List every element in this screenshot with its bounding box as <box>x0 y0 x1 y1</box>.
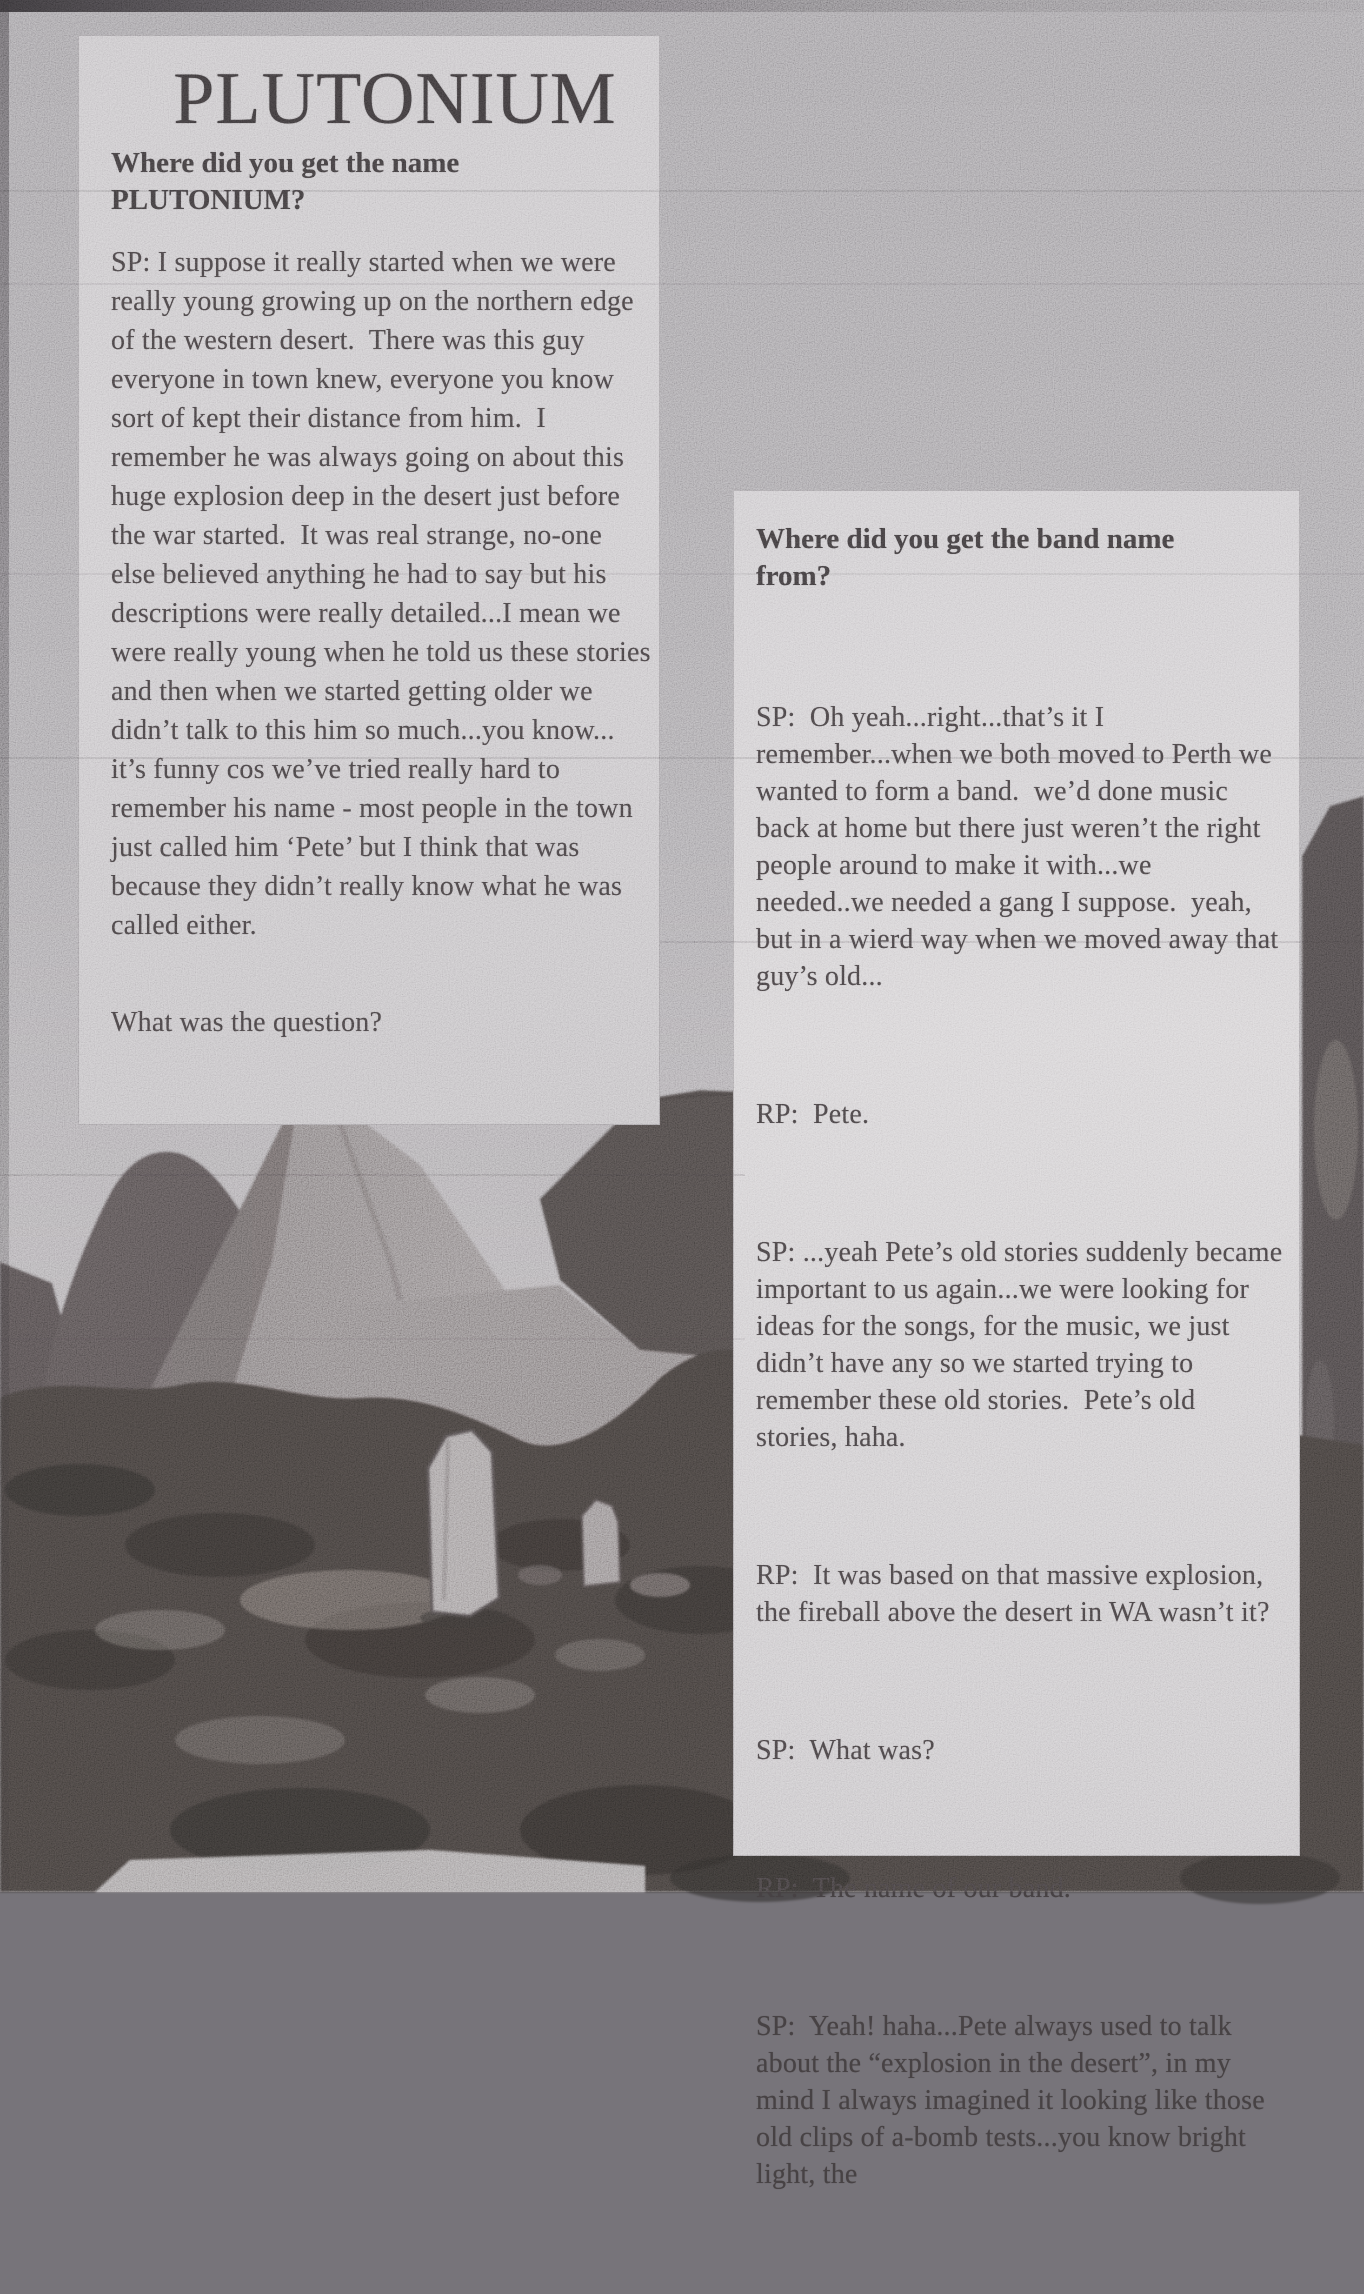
clearing-patch <box>95 1610 225 1650</box>
boulder <box>518 1565 562 1585</box>
right-text-clipping <box>733 490 1300 2190</box>
pillar-highlight <box>1314 1040 1358 1220</box>
page-title: PLUTONIUM <box>173 58 617 140</box>
left-question-heading: Where did you get the name PLUTONIUM? <box>111 147 467 216</box>
vegetation-clump <box>5 1464 155 1516</box>
clearing-patch <box>175 1716 345 1764</box>
dialogue-paragraph: SP: What was? <box>756 1735 935 1766</box>
dialogue-paragraph: SP: Oh yeah...right...that’s it I remember...when we both moved to Perth we wanted to form a band. we’d done music back at home but there just weren’t the right people around to make it with...we needed..we needed a gang I suppose. yeah, but in a wierd way when we moved away that guy’s old... <box>756 702 1286 992</box>
dialogue-paragraph: RP: It was based on that massive explosion, the fireball above the desert in WA wasn’t it? <box>756 1560 1271 1628</box>
left-text-clipping <box>78 35 660 1125</box>
clearing-patch <box>425 1677 535 1713</box>
boulder <box>630 1573 690 1597</box>
dialogue-paragraph: RP: The name of our band. <box>756 1873 1071 1904</box>
vegetation-clump <box>125 1513 315 1577</box>
clearing-patch <box>555 1639 645 1671</box>
dialogue-paragraph: RP: Pete. <box>756 1099 870 1130</box>
left-closing-line: What was the question? <box>111 1007 383 1038</box>
interview-dialogue <box>756 635 1290 2294</box>
standing-stone <box>428 1430 499 1616</box>
right-question-heading: Where did you get the band name from? <box>756 523 1182 592</box>
dialogue-paragraph: SP: Yeah! haha...Pete always used to talk about the “explosion in the desert”, in my mind I always imagined it looking like those old clips of a-bomb tests...you know bright light, the <box>756 2011 1273 2190</box>
dialogue-paragraph: SP: ...yeah Pete’s old stories suddenly became important to us again...we were looking for ideas for the songs, for the music, we just didn’t have any so we started trying to remember these old stories. Pete’s old stories, haha. <box>756 1237 1290 1453</box>
left-answer-text: SP: I suppose it really started when we were really young growing up on the northern edge of the western desert. There was this guy everyone in town knew, everyone you know sort of kept their distance from him. I remember he was always going on about this huge explosion deep in the desert just before the war started. It was real strange, no-one else believed anything he had to say but his descriptions were really detailed...I mean we were really young when he told us these stories and then when we started getting older we didn’t talk to this him so much...you know... it’s funny cos we’ve tried really hard to remember his name - most people in the town just called him ‘Pete’ but I think that was because they didn’t really know what he was called either. <box>111 247 658 941</box>
small-stone <box>582 1500 620 1586</box>
